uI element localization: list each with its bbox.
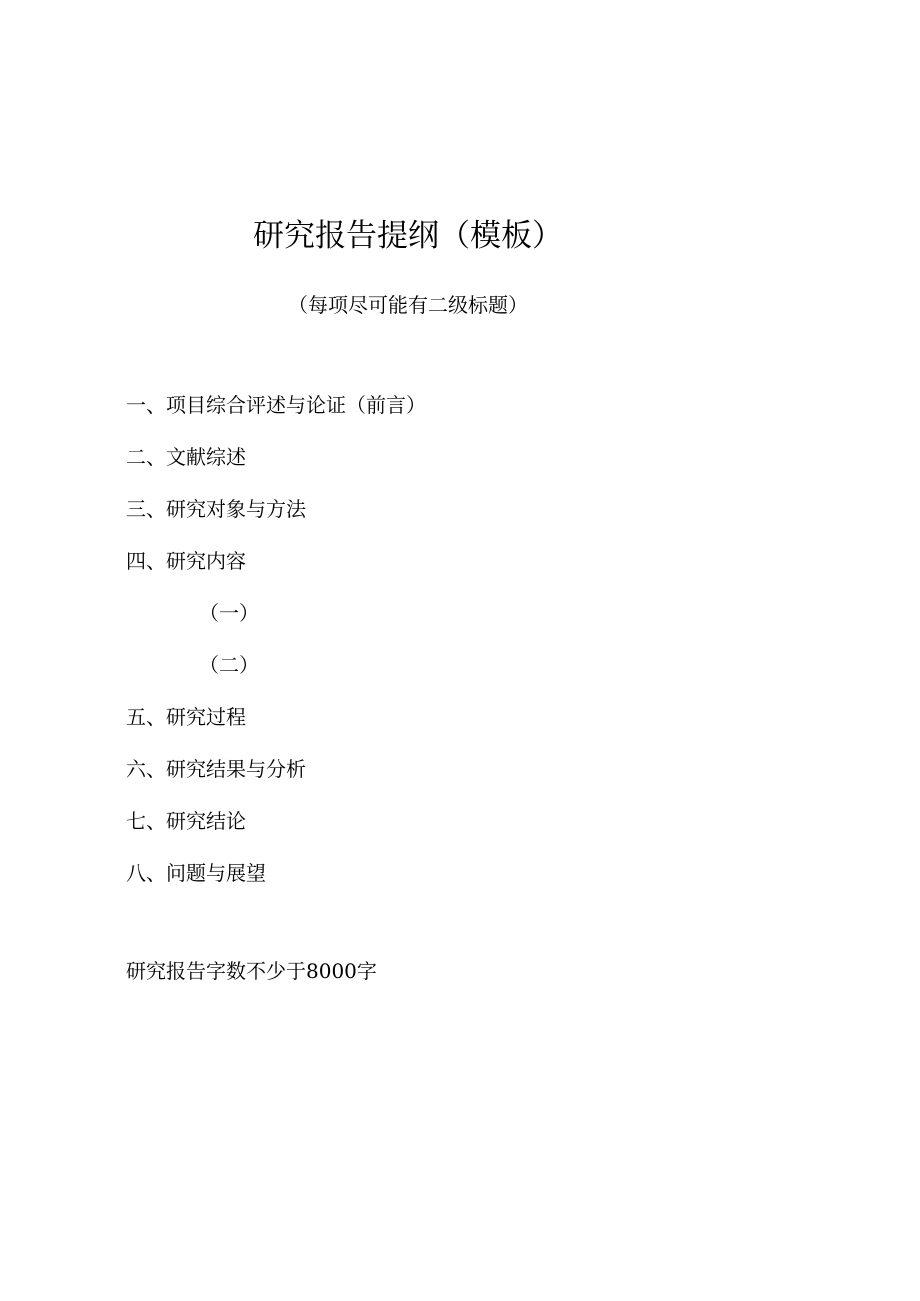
outline-subitem-4-2: （二）: [199, 653, 259, 677]
outline-item-3: 三、研究对象与方法: [126, 497, 306, 521]
outline-item-8: 八、问题与展望: [126, 861, 266, 885]
outline-item-6: 六、研究结果与分析: [126, 757, 306, 781]
outline-item-1: 一、项目综合评述与论证（前言）: [126, 393, 426, 417]
document-subtitle: （每项尽可能有二级标题）: [288, 293, 528, 317]
document-title: 研究报告提纲（模板）: [253, 218, 563, 254]
word-count-note: 研究报告字数不少于8000字: [126, 959, 377, 983]
outline-item-2: 二、文献综述: [126, 445, 246, 469]
outline-subitem-4-1: （一）: [199, 601, 259, 625]
outline-list: [126, 388, 426, 908]
outline-item-7: 七、研究结论: [126, 809, 246, 833]
outline-item-5: 五、研究过程: [126, 705, 246, 729]
outline-item-4: 四、研究内容: [126, 549, 246, 573]
